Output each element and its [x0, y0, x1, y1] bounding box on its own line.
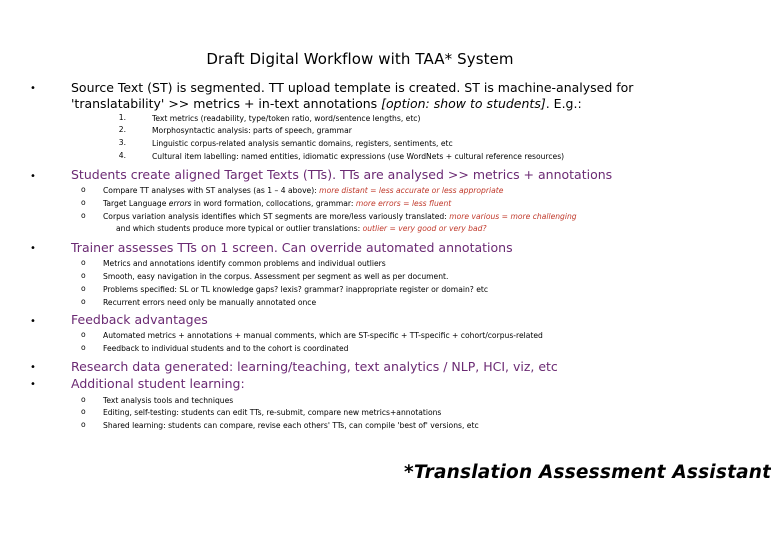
list-number: 4. [118, 151, 126, 160]
list-item: Shared learning: students can compare, revise each others' TTs, can compile 'best of' versions, etc [103, 421, 479, 430]
list-item: Corpus variation analysis identifies which ST segments are more/less variously translated: more various = more challenging [103, 212, 577, 221]
list-item: Problems specified: SL or TL knowledge gaps? lexis? grammar? inappropriate register or domain? etc [103, 285, 489, 294]
sub-bullet: o [81, 271, 86, 280]
sub-bullet: o [81, 198, 86, 207]
sub-bullet: o [81, 211, 86, 220]
list-number: 2. [118, 125, 126, 134]
footer-note: *Translation Assessment Assistant [404, 462, 771, 483]
sub-bullet: o [81, 330, 86, 339]
sub-bullet: o [81, 297, 86, 306]
list-item-continuation: and which students produce more typical or outlier translations: outlier = very good or very bad? [116, 224, 487, 233]
sub-bullet: o [81, 185, 86, 194]
list-item: Morphosyntactic analysis: parts of speech, grammar [152, 126, 352, 135]
list-number: 1. [118, 113, 126, 122]
bullet-section-3: • [30, 243, 36, 254]
list-item: Automated metrics + annotations + manual comments, which are ST-specific + TT-specific + cohort/corpus-related [103, 331, 543, 340]
bullet-section-1: • [30, 83, 36, 94]
bullet-section-6: • [30, 379, 36, 390]
sub-bullet: o [81, 284, 86, 293]
bullet-section-5: • [30, 362, 36, 373]
section-4-heading: Feedback advantages [71, 312, 208, 327]
list-item: Compare TT analyses with ST analyses (as 1 – 4 above): more distant = less accurate or less appropriate [103, 186, 504, 195]
sub-bullet: o [81, 420, 86, 429]
list-item: Cultural item labelling: named entities, idiomatic expressions (use WordNets + cultural reference resources) [152, 152, 565, 161]
section-1-line-2: 'translatability' >> metrics + in-text annotations [option: show to students]. E.g.: [71, 96, 582, 111]
bullet-section-2: • [30, 171, 36, 182]
list-item: Feedback to individual students and to the cohort is coordinated [103, 344, 349, 353]
sub-bullet: o [81, 395, 86, 404]
sub-bullet: o [81, 407, 86, 416]
list-item: Target Language errors in word formation, collocations, grammar: more errors = less fluent [103, 199, 452, 208]
section-2-heading: Students create aligned Target Texts (TTs). TTs are analysed >> metrics + annotations [71, 167, 613, 182]
list-item: Editing, self-testing: students can edit TTs, re-submit, compare new metrics+annotations [103, 408, 442, 417]
list-item: Recurrent errors need only be manually annotated once [103, 298, 317, 307]
section-5-heading-2: Additional student learning: [71, 376, 245, 391]
page-title: Draft Digital Workflow with TAA* System [206, 50, 514, 68]
list-item: Smooth, easy navigation in the corpus. Assessment per segment as well as per document. [103, 272, 449, 281]
sub-bullet: o [81, 343, 86, 352]
list-item: Metrics and annotations identify common problems and individual outliers [103, 259, 386, 268]
bullet-section-4: • [30, 316, 36, 327]
list-item: Linguistic corpus-related analysis semantic domains, registers, sentiments, etc [152, 139, 453, 148]
list-item: Text analysis tools and techniques [103, 396, 234, 405]
list-item: Text metrics (readability, type/token ratio, word/sentence lengths, etc) [152, 114, 421, 123]
sub-bullet: o [81, 258, 86, 267]
section-3-heading: Trainer assesses TTs on 1 screen. Can override automated annotations [71, 240, 513, 255]
section-1-line-1: Source Text (ST) is segmented. TT upload template is created. ST is machine-analysed for [71, 80, 634, 95]
section-5-heading-1: Research data generated: learning/teaching, text analytics / NLP, HCI, viz, etc [71, 359, 558, 374]
list-number: 3. [118, 138, 126, 147]
